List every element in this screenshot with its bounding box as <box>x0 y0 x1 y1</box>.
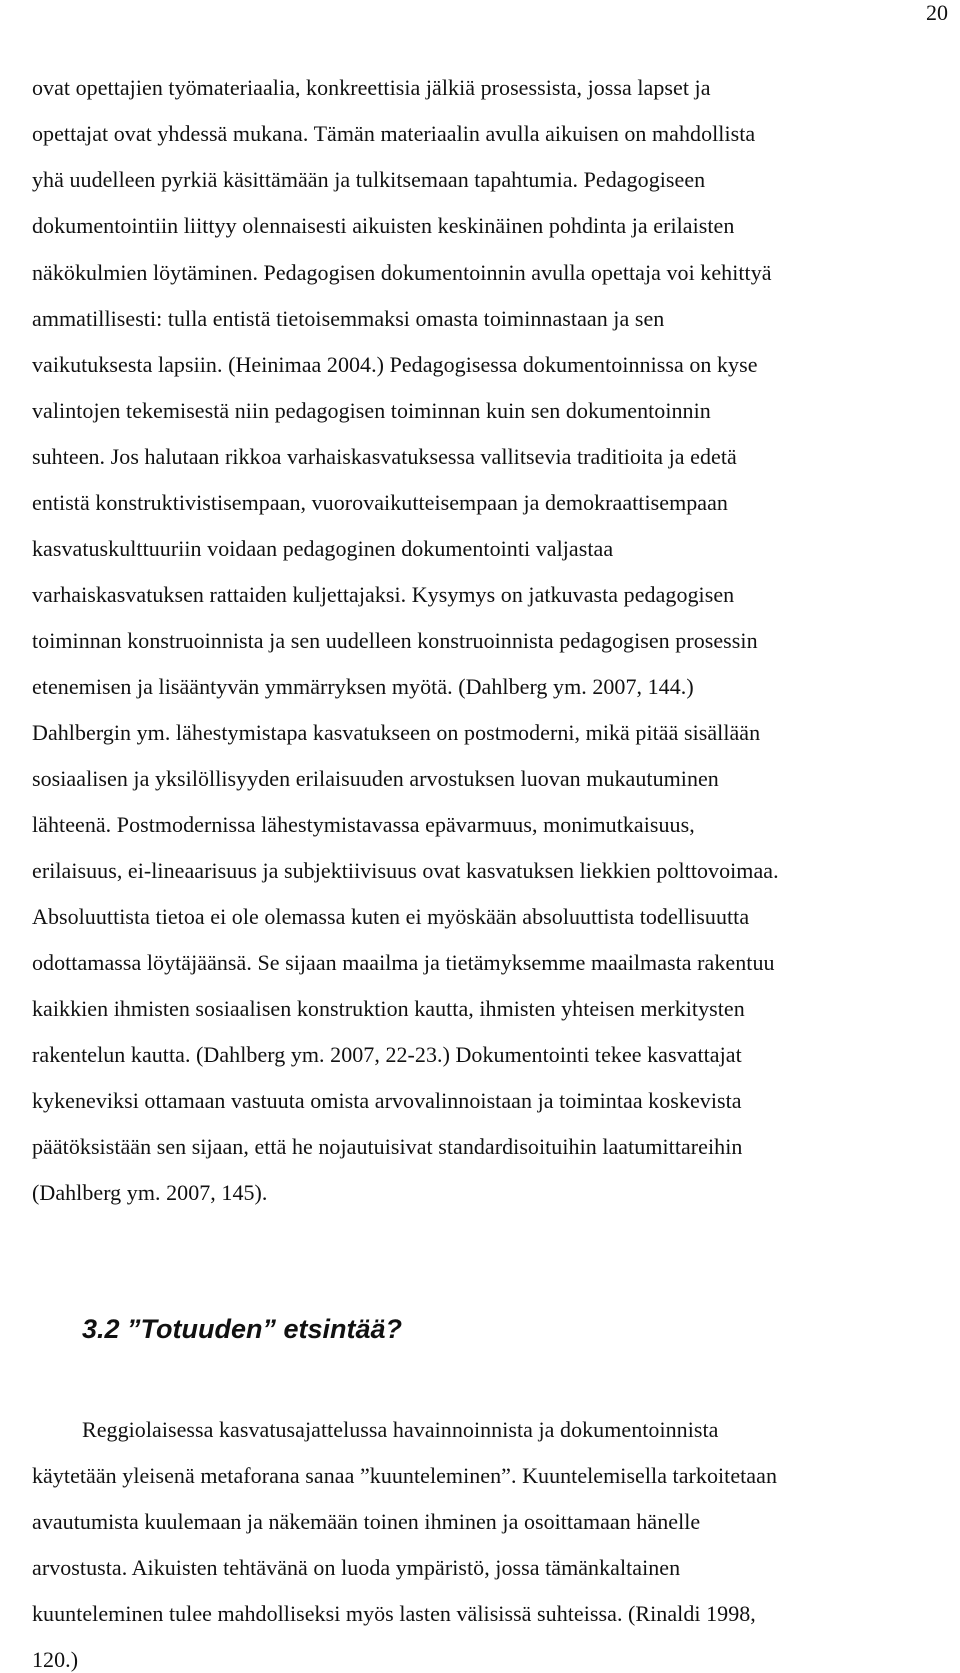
text-line: käytetään yleisenä metaforana sanaa ”kuunteleminen”. Kuuntelemisella tarkoitetaan <box>32 1463 777 1488</box>
text-line: ovat opettajien työmateriaalia, konkreettisia jälkiä prosessista, jossa lapset ja <box>32 75 711 100</box>
text-line: sosiaalisen ja yksilöllisyyden erilaisuuden arvostuksen luovan mukautuminen <box>32 766 719 791</box>
text-line: rakentelun kautta. (Dahlberg ym. 2007, 22-23.) Dokumentointi tekee kasvattajat <box>32 1042 742 1067</box>
text-line: suhteen. Jos halutaan rikkoa varhaiskasvatuksessa vallitsevia traditioita ja edetä <box>32 444 737 469</box>
text-line: opettajat ovat yhdessä mukana. Tämän materiaalin avulla aikuisen on mahdollista <box>32 121 756 146</box>
text-line: arvostusta. Aikuisten tehtävänä on luoda ympäristö, jossa tämänkaltainen <box>32 1555 681 1580</box>
text-line: ammatillisesti: tulla entistä tietoisemmaksi omasta toiminnastaan ja sen <box>32 306 665 331</box>
text-line: kasvatuskulttuuriin voidaan pedagoginen dokumentointi valjastaa <box>32 536 614 561</box>
section-heading: 3.2 ”Totuuden” etsintää? <box>82 1314 403 1344</box>
text-line: toiminnan konstruoinnista ja sen uudelleen konstruoinnista pedagogisen prosessin <box>32 628 758 653</box>
text-line: 120.) <box>32 1647 79 1672</box>
text-line: odottamassa löytäjäänsä. Se sijaan maailma ja tietämyksemme maailmasta rakentuu <box>32 950 775 975</box>
text-line: kykeneviksi ottamaan vastuuta omista arvovalinnoistaan ja toimintaa koskevista <box>32 1088 742 1113</box>
text-line: valintojen tekemisestä niin pedagogisen toiminnan kuin sen dokumentoinnin <box>32 398 711 423</box>
text-line: (Dahlberg ym. 2007, 145). <box>32 1180 268 1205</box>
text-line: entistä konstruktivistisempaan, vuorovaikutteisempaan ja demokraattisempaan <box>32 490 728 515</box>
text-line: näkökulmien löytäminen. Pedagogisen dokumentoinnin avulla opettaja voi kehittyä <box>32 260 772 285</box>
text-line: varhaiskasvatuksen rattaiden kuljettajaksi. Kysymys on jatkuvasta pedagogisen <box>32 582 735 607</box>
text-line: yhä uudelleen pyrkiä käsittämään ja tulkitsemaan tapahtumia. Pedagogiseen <box>32 167 706 192</box>
text-line: lähteenä. Postmodernissa lähestymistavassa epävarmuus, monimutkaisuus, <box>32 812 695 837</box>
text-line: Absoluuttista tietoa ei ole olemassa kuten ei myöskään absoluuttista todellisuutta <box>32 904 750 929</box>
text-line: Reggiolaisessa kasvatusajattelussa havainnoinnista ja dokumentoinnista <box>82 1417 719 1442</box>
text-line: kaikkien ihmisten sosiaalisen konstruktion kautta, ihmisten yhteisen merkitysten <box>32 996 745 1021</box>
text-line: etenemisen ja lisääntyvän ymmärryksen myötä. (Dahlberg ym. 2007, 144.) <box>32 674 694 699</box>
page-number: 20 <box>926 0 948 25</box>
text-line: päätöksistään sen sijaan, että he nojautuisivat standardisoituihin laatumittareihin <box>32 1134 743 1159</box>
text-line: Dahlbergin ym. lähestymistapa kasvatukseen on postmoderni, mikä pitää sisällään <box>32 720 761 745</box>
text-line: vaikutuksesta lapsiin. (Heinimaa 2004.) Pedagogisessa dokumentoinnissa on kyse <box>32 352 758 377</box>
text-line: kuunteleminen tulee mahdolliseksi myös lasten välisissä suhteissa. (Rinaldi 1998, <box>32 1601 756 1626</box>
text-line: avautumista kuulemaan ja näkemään toinen ihminen ja osoittamaan hänelle <box>32 1509 701 1534</box>
text-line: dokumentointiin liittyy olennaisesti aikuisten keskinäinen pohdinta ja erilaisten <box>32 213 735 238</box>
text-line: erilaisuus, ei-lineaarisuus ja subjektiivisuus ovat kasvatuksen liekkien polttovoimaa. <box>32 858 779 883</box>
